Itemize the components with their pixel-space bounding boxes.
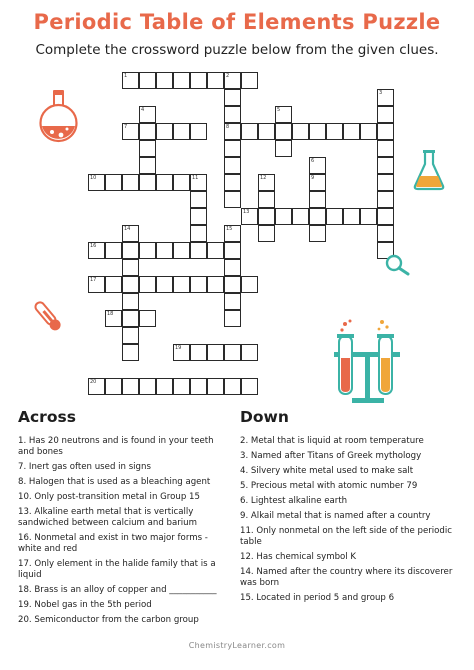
crossword-cell[interactable] (343, 208, 360, 225)
crossword-cell[interactable] (190, 344, 207, 361)
crossword-cell[interactable] (224, 293, 241, 310)
crossword-cell[interactable] (173, 174, 190, 191)
crossword-cell[interactable] (122, 242, 139, 259)
down-clue: 11. Only nonmetal on the left side of the periodic table (240, 526, 452, 547)
crossword-cell[interactable] (258, 191, 275, 208)
crossword-cell[interactable] (139, 276, 156, 293)
crossword-cell[interactable] (224, 191, 241, 208)
crossword-cell[interactable] (105, 378, 122, 395)
crossword-cell[interactable] (105, 276, 122, 293)
clue-number: 20 (90, 379, 97, 385)
crossword-cell[interactable] (190, 378, 207, 395)
crossword-cell[interactable] (326, 208, 343, 225)
crossword-cell[interactable] (292, 208, 309, 225)
crossword-cell[interactable] (122, 327, 139, 344)
crossword-cell[interactable] (224, 259, 241, 276)
crossword-cell[interactable] (377, 225, 394, 242)
crossword-cell[interactable] (224, 310, 241, 327)
crossword-cell[interactable] (139, 310, 156, 327)
clue-number: 16 (90, 243, 97, 249)
crossword-cell[interactable] (190, 276, 207, 293)
crossword-cell[interactable] (122, 310, 139, 327)
crossword-cell[interactable] (190, 72, 207, 89)
page-subtitle: Complete the crossword puzzle below from the given clues. (35, 42, 439, 58)
clue-number: 9 (311, 175, 315, 181)
clue-number: 3 (379, 90, 383, 96)
across-clue: 13. Alkaline earth metal that is vertically sandwiched between calcium and barium (18, 507, 198, 528)
clue-number: 12 (260, 175, 267, 181)
crossword-cell[interactable] (156, 72, 173, 89)
across-clue: 8. Halogen that is used as a bleaching agent (18, 477, 211, 487)
crossword-cell[interactable] (275, 140, 292, 157)
clue-number: 2 (226, 73, 230, 79)
across-clue-list (18, 436, 230, 630)
crossword-cell[interactable] (156, 123, 173, 140)
clue-number: 18 (107, 311, 114, 317)
crossword-cell[interactable] (309, 225, 326, 242)
clue-number: 1 (124, 73, 128, 79)
clue-number: 4 (141, 107, 145, 113)
crossword-cell[interactable] (122, 259, 139, 276)
crossword-cell[interactable] (224, 344, 241, 361)
crossword-cell[interactable] (224, 140, 241, 157)
crossword-cell[interactable] (173, 378, 190, 395)
down-clue: 2. Metal that is liquid at room temperature (240, 436, 424, 446)
crossword-cell[interactable] (224, 378, 241, 395)
across-clue: 1. Has 20 neutrons and is found in your teeth and bones (18, 436, 214, 457)
crossword-cell[interactable] (309, 191, 326, 208)
across-clue: 20. Semiconductor from the carbon group (18, 615, 199, 625)
clue-number: 11 (192, 175, 199, 181)
crossword-cell[interactable] (207, 276, 224, 293)
crossword-cell[interactable] (224, 242, 241, 259)
crossword-cell[interactable] (122, 344, 139, 361)
clue-number: 15 (226, 226, 233, 232)
down-clue: 9. Alkail metal that is named after a country (240, 511, 431, 521)
crossword-cell[interactable] (207, 72, 224, 89)
crossword-cell[interactable] (139, 157, 156, 174)
crossword-cell[interactable] (241, 344, 258, 361)
clue-number: 6 (311, 158, 315, 164)
crossword-cell[interactable] (139, 123, 156, 140)
crossword-cell[interactable] (173, 72, 190, 89)
clue-number: 14 (124, 226, 131, 232)
crossword-cell[interactable] (360, 123, 377, 140)
crossword-cell[interactable] (156, 276, 173, 293)
crossword-cell[interactable] (377, 191, 394, 208)
crossword-cell[interactable] (241, 378, 258, 395)
across-clue: 19. Nobel gas in the 5th period (18, 600, 152, 610)
crossword-cell[interactable] (377, 123, 394, 140)
footer-brand: ChemistryLearner.com (188, 641, 286, 650)
across-clue: 17. Only element in the halide family that is a liquid (18, 559, 216, 580)
crossword-cell[interactable] (258, 123, 275, 140)
crossword-cell[interactable] (156, 242, 173, 259)
down-clue-list (240, 436, 462, 608)
clue-number: 7 (124, 124, 128, 130)
across-clue: 7. Inert gas often used in signs (18, 462, 151, 472)
crossword-cell[interactable] (139, 140, 156, 157)
crossword-cell[interactable] (122, 276, 139, 293)
flask-icon (36, 88, 82, 144)
crossword-cell[interactable] (139, 174, 156, 191)
crossword-cell[interactable] (122, 293, 139, 310)
crossword-cell[interactable] (139, 242, 156, 259)
crossword-cell[interactable] (309, 123, 326, 140)
clue-number: 8 (226, 124, 230, 130)
crossword-cell[interactable] (207, 242, 224, 259)
crossword-cell[interactable] (173, 276, 190, 293)
crossword-cell[interactable] (258, 208, 275, 225)
crossword-cell[interactable] (190, 242, 207, 259)
down-clue: 5. Precious metal with atomic number 79 (240, 481, 418, 491)
crossword-cell[interactable] (258, 225, 275, 242)
clue-number: 13 (243, 209, 250, 215)
crossword-cell[interactable] (224, 174, 241, 191)
crossword-cell[interactable] (224, 106, 241, 123)
crossword-cell[interactable] (377, 157, 394, 174)
test-tube-rack-icon (332, 318, 404, 406)
crossword-cell[interactable] (190, 191, 207, 208)
crossword-cell[interactable] (241, 123, 258, 140)
crossword-cell[interactable] (122, 378, 139, 395)
crossword-cell[interactable] (173, 242, 190, 259)
crossword-cell[interactable] (224, 89, 241, 106)
magnifier-icon (383, 253, 413, 277)
thermometer-icon (28, 298, 66, 334)
crossword-cell[interactable] (207, 378, 224, 395)
crossword-cell[interactable] (377, 174, 394, 191)
crossword-cell[interactable] (190, 208, 207, 225)
across-clue: 10. Only post-transition metal in Group 15 (18, 492, 200, 502)
down-clue: 6. Lightest alkaline earth (240, 496, 348, 506)
across-clue: 16. Nonmetal and exist in two major forms - white and red (18, 533, 208, 554)
crossword-cell[interactable] (224, 276, 241, 293)
crossword-cell[interactable] (292, 123, 309, 140)
clue-number: 10 (90, 175, 97, 181)
clue-number: 17 (90, 277, 97, 283)
crossword-cell[interactable] (275, 123, 292, 140)
crossword-cell[interactable] (156, 174, 173, 191)
down-clue: 14. Named after the country where its discoverer was born (240, 567, 453, 588)
clue-number: 5 (277, 107, 281, 113)
down-clue: 3. Named after Titans of Greek mythology (240, 451, 422, 461)
down-clue: 12. Has chemical symbol K (240, 552, 357, 562)
down-clue: 4. Silvery white metal used to make salt (240, 466, 414, 476)
crossword-cell[interactable] (156, 378, 173, 395)
crossword-cell[interactable] (343, 123, 360, 140)
crossword-cell[interactable] (190, 225, 207, 242)
conical-flask-icon (412, 148, 446, 192)
crossword-cell[interactable] (241, 72, 258, 89)
page-title: Periodic Table of Elements Puzzle (33, 10, 441, 34)
crossword-cell[interactable] (309, 208, 326, 225)
crossword-cell[interactable] (105, 174, 122, 191)
crossword-cell[interactable] (122, 174, 139, 191)
across-heading: Across (18, 408, 76, 426)
down-clue: 15. Located in period 5 and group 6 (240, 593, 395, 603)
crossword-cell[interactable] (173, 123, 190, 140)
crossword-cell[interactable] (241, 276, 258, 293)
crossword-cell[interactable] (207, 344, 224, 361)
crossword-cell[interactable] (326, 123, 343, 140)
crossword-cell[interactable] (377, 106, 394, 123)
crossword-cell[interactable] (360, 208, 377, 225)
clue-number: 19 (175, 345, 182, 351)
across-clue: 18. Brass is an alloy of copper and ___________ (18, 585, 217, 595)
crossword-cell[interactable] (105, 242, 122, 259)
crossword-cell[interactable] (190, 123, 207, 140)
crossword-cell[interactable] (224, 157, 241, 174)
crossword-cell[interactable] (139, 378, 156, 395)
down-heading: Down (240, 408, 289, 426)
crossword-cell[interactable] (377, 140, 394, 157)
crossword-cell[interactable] (139, 72, 156, 89)
crossword-cell[interactable] (377, 208, 394, 225)
crossword-cell[interactable] (275, 208, 292, 225)
